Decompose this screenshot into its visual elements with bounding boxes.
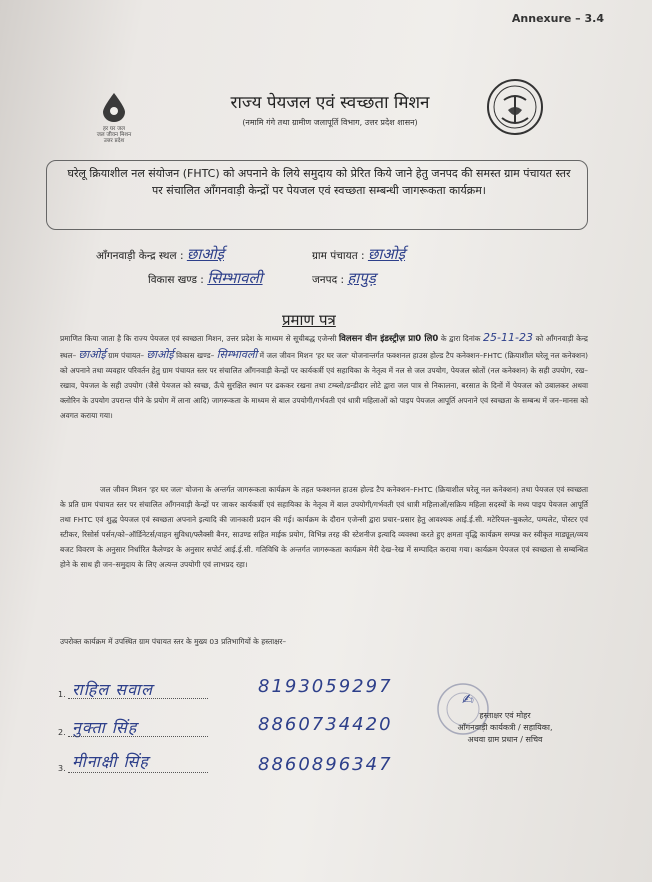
- header: [180, 90, 480, 128]
- block-value: सिम्भावली: [207, 269, 263, 287]
- panchayat-field: [312, 244, 405, 264]
- program-title-box: [46, 160, 588, 230]
- signature-line-2: [68, 736, 208, 737]
- para1-text-2: के द्वारा दिनांक: [440, 334, 481, 343]
- block-name: सिम्भावली: [216, 348, 258, 361]
- certificate-paragraph-2: जल जीवन मिशन 'हर घर जल' योजना के अन्तर्गत जागरूकता कार्यक्रम के तहत फक्शनल हाउस होल्ड टैप कनेक्शन–FHTC (क्रियाशील घरेलू नल कनेक्शन) तथा पेयजल एवं स्वच्छता के प्रति ग्राम पंचायत स्तर पर संचालित आँगनवाड़ी केन्द्रों पर जाकर कार्यकर्त्री एवं सहायिका के नेतृत्व में बाल उपयोगी/गर्भवती एवं धात्री महिलाओं/सक्रिय महिला सदस्यों के मध्य पाइप पेयजल आपूर्ति तथा FHTC एवं शुद्ध पेयजल एवं स्वच्छता अपनाने इत्यादि की जानकारी प्रदान की गई। कार्यक्रम के दौरान एजेन्सी द्वारा प्रचार–प्रसार हेतु आवश्यक आई.ई.सी. मटेरियल–बुकलेट, पम्पलेट, पोस्टर एवं स्टीकर, रिसोर्स पर्सन/को–ऑर्डिनेटर्स/वाहन सुविधा/फ्लैक्सी बैनर, साउण्ड सहित माईक प्रयोग, विभिन्न तरह की स्टेशनीज इत्यादि व्यवस्था करते हुए क्षमता वृद्धि कार्यक्रम सम्पन्न कर स्वीकृत माड्यूल/व्यय बजट विवरण के अनुसार निर्धारित कैलेण्डर के अनुसार सपोर्ट आई.ई.सी. गतिविधि के अन्तर्गत जागरूकता कार्यक्रम मेरी देख–रेख में सम्पादित कराया गया। कार्यक्रम पेयजल एवं स्वच्छता से सम्बन्धित होने के साथ ही जन–समुदाय के लिए अत्यन्त उपयोगी एवं लाभप्रद रहा।: [60, 485, 588, 569]
- district-field: [312, 268, 376, 288]
- signature-line-3: [68, 772, 208, 773]
- signature-line-1: [68, 698, 208, 699]
- para1-text-3: को आँगनवाड़ी केन्द्र स्थल–: [60, 334, 588, 360]
- participant-number-1: 1.: [58, 690, 66, 699]
- anganwadi-value: छाओई: [186, 245, 224, 263]
- header-subtitle: (नमामि गंगे तथा ग्रामीण जलापूर्ति विभाग, उत्तर प्रदेश शासन): [242, 118, 418, 127]
- officer-sign-block: [440, 710, 570, 746]
- village-name: छाओई: [146, 348, 174, 361]
- har-ghar-jal-logo: [92, 92, 136, 144]
- participant-number-3: 3.: [58, 764, 66, 773]
- anganwadi-label: आँगनवाड़ी केन्द्र स्थल :: [96, 250, 184, 262]
- officer-sign-line-1: हस्ताक्षर एवं मोहर: [479, 711, 531, 720]
- agency-name: विलसन वीन इंडस्ट्रीज़ प्रा0 लि0: [338, 334, 439, 344]
- para1-text-6: में जल जीवन मिशन 'हर घर जल' योजनान्तर्गत फक्शनल हाउस होल्ड टैप कनेक्शन–FHTC (क्रियाशील घरेलू नल कनेक्शन) को अपनाने तथा व्यवहार परिवर्तन हेतु ग्राम पंचायत स्तर पर संचालित आँगनवाड़ी केन्द्रों पर कार्यकर्त्री एवं सहायिका के नेतृत्व में नल से जल उपयोग, पेयजल स्रोतों (नल कनेक्शन) के सही उपयोग, रख–रखाव, पेयजल के सही उपयोग (जैसे पेयजल को स्वच्छ, ऊँचे सुरक्षित स्थान पर ढककर रखना तथा टम्ब्लो/डन्डीदार लोटे द्वारा जल पात्र से निकालना, बरसात के दिनों में पेयजल को उबालकर अथवा क्लोरिन के उपयोग उपरान्त पीने के प्रयोग में लाना आदि) जागरूकता के माध्यम से बाल उपयोगी/गर्भवती एवं धात्री महिलाओं को पाइप पेयजल आपूर्ति अपनाने एवं स्वच्छता के सम्बन्ध में जन–मानस को अवगत कराया गया।: [60, 351, 588, 420]
- water-drop-icon: [101, 92, 127, 122]
- participant-signature-2: नुक्ता सिंह: [72, 718, 138, 737]
- para1-text-1: प्रमाणित किया जाता है कि राज्य पेयजल एवं स्वच्छता मिशन, उत्तर प्रदेश के माध्यम से सूचीबद्ध एजेन्सी: [60, 334, 337, 343]
- participant-phone-2: 8860734420: [258, 714, 393, 735]
- participant-signature-1: राहिल सवाल: [72, 680, 153, 699]
- district-label: जनपद :: [312, 274, 345, 286]
- para1-text-5: विकास खण्ड–: [176, 351, 215, 360]
- officer-signature: ✍: [462, 692, 474, 708]
- certificate-paragraph-1: [60, 330, 588, 423]
- officer-sign-line-3: अथवा ग्राम प्रधान / सचिव: [467, 735, 543, 744]
- site-name: छाओई: [78, 348, 106, 361]
- anganwadi-field: [96, 244, 224, 264]
- annexure-label: Annexure – 3.4: [511, 12, 604, 25]
- certificate-title: प्रमाण पत्र: [282, 311, 336, 329]
- district-value: हापुड़: [347, 269, 376, 287]
- program-title: घरेलू क्रियाशील नल संयोजन (FHTC) को अपनाने के लिये समुदाय को प्रेरित किये जाने हेतु जनपद की समस्त ग्राम पंचायत स्तर पर संचालित आँगनवाड़ी केन्द्रों पर पेयजल एवं स्वच्छता सम्बन्धी जागरूकता कार्यक्रम।: [67, 167, 571, 197]
- panchayat-label: ग्राम पंचायत :: [312, 250, 365, 262]
- block-field: [148, 268, 263, 288]
- header-title: राज्य पेयजल एवं स्वच्छता मिशन: [230, 93, 430, 113]
- logo-tag-3: उत्तर प्रदेश: [103, 138, 125, 144]
- participant-signature-3: मीनाक्षी सिंह: [72, 752, 149, 771]
- logo-tag-1: हर घर जल: [103, 126, 125, 132]
- signatures-intro: उपरोक्त कार्यक्रम में उपस्थित ग्राम पंचायत स्तर के मुख्य 03 प्रतिभागियों के हस्ताक्षर–: [60, 637, 287, 646]
- participant-phone-1: 8193059297: [258, 676, 393, 697]
- block-label: विकास खण्ड :: [148, 274, 204, 286]
- participant-number-2: 2.: [58, 728, 66, 737]
- logo-tag-2: जल जीवन मिशन: [96, 132, 132, 138]
- up-government-emblem-icon: [486, 78, 544, 136]
- program-date: 25-11-23: [483, 331, 533, 344]
- panchayat-value: छाओई: [367, 245, 406, 263]
- officer-sign-line-2: आँगनवाड़ी कार्यकत्री / सहायिका,: [457, 723, 553, 732]
- para1-text-4: ग्राम पंचायत–: [108, 351, 145, 360]
- participant-phone-3: 8860896347: [258, 754, 393, 775]
